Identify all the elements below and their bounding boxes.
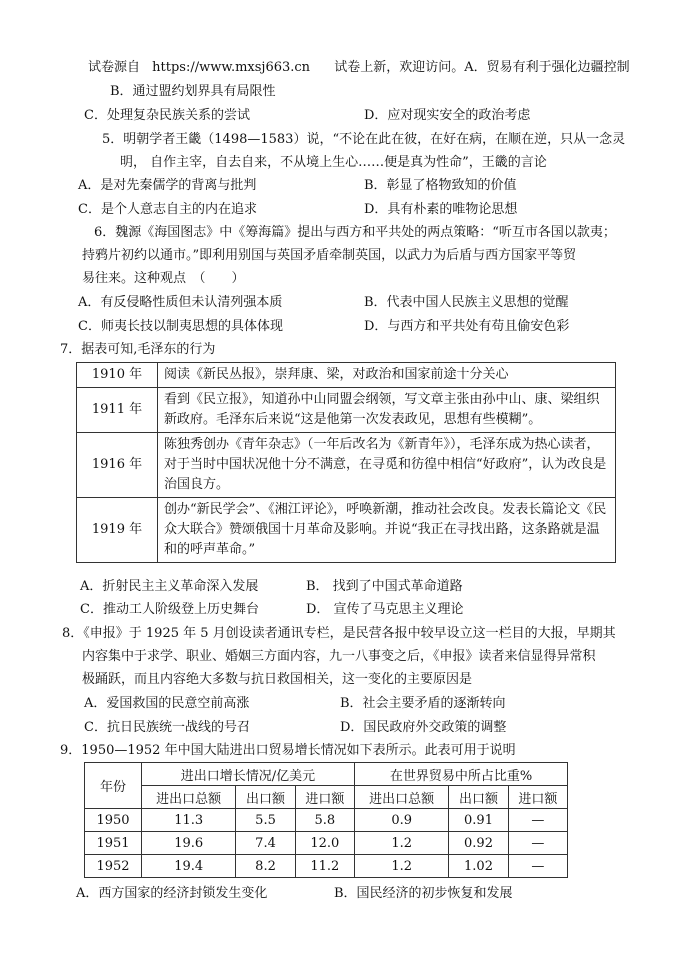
q9-stem: 9．1950—1952 年中国大陆进出口贸易增长情况如下表所示。此表可用于说明 xyxy=(60,743,516,758)
table-row xyxy=(85,832,568,855)
table-cell: 5.5 xyxy=(236,809,295,832)
table-row xyxy=(85,809,568,832)
table-cell: 12.0 xyxy=(295,832,354,855)
q5-stem-line2: 明， 自作主宰，自去自来，不从境上生心……便是真为性命”，王畿的言论 xyxy=(120,155,547,170)
q9-group-share: 在世界贸易中所占比重% xyxy=(354,763,567,786)
q7-text-cell: 看到《民立报》，知道孙中山同盟会纲领，写文章主张由孙中山、康、梁组织新政府。毛泽东后来说“这是他第一次发表政见，思想有些模糊”。 xyxy=(158,388,616,433)
q8-option-b: B．社会主要矛盾的逐渐转向 xyxy=(340,696,506,711)
table-cell: — xyxy=(508,855,567,878)
q6-option-d: D．与西方和平共处有苟且偷安色彩 xyxy=(364,319,570,334)
table-cell: 1951 xyxy=(85,832,142,855)
q7-text-cell: 陈独秀创办《青年杂志》（一年后改名为《新青年》），毛泽东成为热心读者，对于当时中国状况他十分不满意，在寻觅和彷徨中相信“好政府”，认为改良是治国良方。 xyxy=(158,433,616,498)
q7-year-cell: 1916 年 xyxy=(77,433,158,498)
table-cell: 1.2 xyxy=(354,832,448,855)
table-row xyxy=(77,363,616,388)
q5-option-c: C．是个人意志自主的内在追求 xyxy=(78,202,257,217)
q8-stem-line1: 8．《申报》于 1925 年 5 月创设读者通讯专栏，是民营各报中较早设立这一栏目的大报，早期其 xyxy=(62,626,616,641)
header-prefix: 试卷源自 xyxy=(88,60,141,75)
q4-option-c: C．处理复杂民族关系的尝试 xyxy=(84,108,250,123)
table-cell: 5.8 xyxy=(295,809,354,832)
q8-stem-line2: 内容集中于求学、职业、婚姻三方面内容，九一八事变之后，《申报》读者来信显得异常积 xyxy=(82,649,596,664)
q9-sub-header: 进口额 xyxy=(295,786,354,809)
q7-option-c: C．推动工人阶级登上历史舞台 xyxy=(80,602,259,617)
q7-text-cell: 创办“新民学会”、《湘江评论》，呼唤新潮，推动社会改良。发表长篇论文《民众大联合》赞颂俄国十月革命及影响。并说“我正在寻找出路，这条路就是温和的呼声革命。” xyxy=(158,498,616,563)
header-line xyxy=(88,58,630,78)
table-cell: 11.2 xyxy=(295,855,354,878)
table-cell: — xyxy=(508,809,567,832)
q7-table xyxy=(76,362,616,563)
q5-stem-line1: 5．明朝学者王畿（1498—1583）说，“不论在此在彼，在好在病，在顺在逆，只从一念灵 xyxy=(102,132,626,147)
table-cell: 8.2 xyxy=(236,855,295,878)
table-row xyxy=(77,433,616,498)
table-row xyxy=(77,498,616,563)
q5-option-d: D．具有朴素的唯物论思想 xyxy=(364,202,518,217)
q7-option-a: A．折射民主主义革命深入发展 xyxy=(80,579,259,594)
table-cell: 19.6 xyxy=(142,832,236,855)
table-cell: 1.2 xyxy=(354,855,448,878)
table-row xyxy=(77,388,616,433)
q6-option-c: C．师夷长技以制夷思想的具体体现 xyxy=(78,319,283,334)
q8-option-c: C．抗日民族统一战线的号召 xyxy=(84,720,250,735)
q9-option-b: B．国民经济的初步恢复和发展 xyxy=(334,886,513,901)
table-cell: 0.91 xyxy=(449,809,508,832)
q9-col-year: 年份 xyxy=(85,763,142,809)
table-cell: 1950 xyxy=(85,809,142,832)
table-cell: 1.02 xyxy=(449,855,508,878)
q7-option-b: B． 找到了中国式革命道路 xyxy=(306,579,463,594)
table-cell: 19.4 xyxy=(142,855,236,878)
q7-year-cell: 1911 年 xyxy=(77,388,158,433)
table-subheader-row xyxy=(85,786,568,809)
q7-year-cell: 1910 年 xyxy=(77,363,158,388)
q5-option-a: A．是对先秦儒学的背离与批判 xyxy=(78,178,257,193)
header-url[interactable]: https://www.mxsj663.cn xyxy=(152,60,311,75)
q9-option-a: A．西方国家的经济封锁发生变化 xyxy=(76,886,268,901)
q9-sub-header: 进口额 xyxy=(508,786,567,809)
q6-stem-line2: 持鸦片初约以通市。”即利用别国与英国矛盾牵制英国，以武力为后盾与西方国家平等贸 xyxy=(82,248,577,263)
table-cell: 7.4 xyxy=(236,832,295,855)
q9-sub-header: 进出口总额 xyxy=(354,786,448,809)
q9-group-growth: 进出口增长情况/亿美元 xyxy=(142,763,355,786)
q7-text-cell: 阅读《新民丛报》，崇拜康、梁，对政治和国家前途十分关心 xyxy=(158,363,616,388)
q6-stem-line3: 易往来。这种观点 （ ） xyxy=(82,271,245,286)
q6-stem-line1: 6．魏源《海国图志》中《筹海篇》提出与西方和平共处的两点策略：“听互市各国以款夷； xyxy=(94,225,616,240)
q7-year-cell: 1919 年 xyxy=(77,498,158,563)
q6-option-b: B．代表中国人民族主义思想的觉醒 xyxy=(364,295,569,310)
table-cell: 11.3 xyxy=(142,809,236,832)
table-header-row xyxy=(85,763,568,786)
table-row xyxy=(85,855,568,878)
table-cell: 1952 xyxy=(85,855,142,878)
q4-option-d: D．应对现实安全的政治考虑 xyxy=(364,108,531,123)
table-cell: 0.9 xyxy=(354,809,448,832)
table-cell: — xyxy=(508,832,567,855)
q6-option-a: A．有反侵略性质但未认清列强本质 xyxy=(78,295,283,310)
q5-option-b: B．彰显了格物致知的价值 xyxy=(364,178,517,193)
q7-stem: 7．据表可知,毛泽东的行为 xyxy=(60,342,216,357)
table-cell: 0.92 xyxy=(449,832,508,855)
q9-sub-header: 出口额 xyxy=(236,786,295,809)
header-suffix: 试卷上新，欢迎访问。A．贸易有利于强化边疆控制 xyxy=(334,60,630,75)
q4-option-b: B．通过盟约划界具有局限性 xyxy=(110,84,276,99)
q7-option-d: D． 宣传了马克思主义理论 xyxy=(306,602,464,617)
q8-stem-line3: 极踊跃，而且内容绝大多数与抗日救国相关，这一变化的主要原因是 xyxy=(82,672,473,687)
q8-option-a: A．爱国救国的民意空前高涨 xyxy=(84,696,250,711)
q8-option-d: D．国民政府外交政策的调整 xyxy=(340,720,507,735)
q9-sub-header: 出口额 xyxy=(449,786,508,809)
q9-sub-header: 进出口总额 xyxy=(142,786,236,809)
q9-table xyxy=(84,762,568,878)
